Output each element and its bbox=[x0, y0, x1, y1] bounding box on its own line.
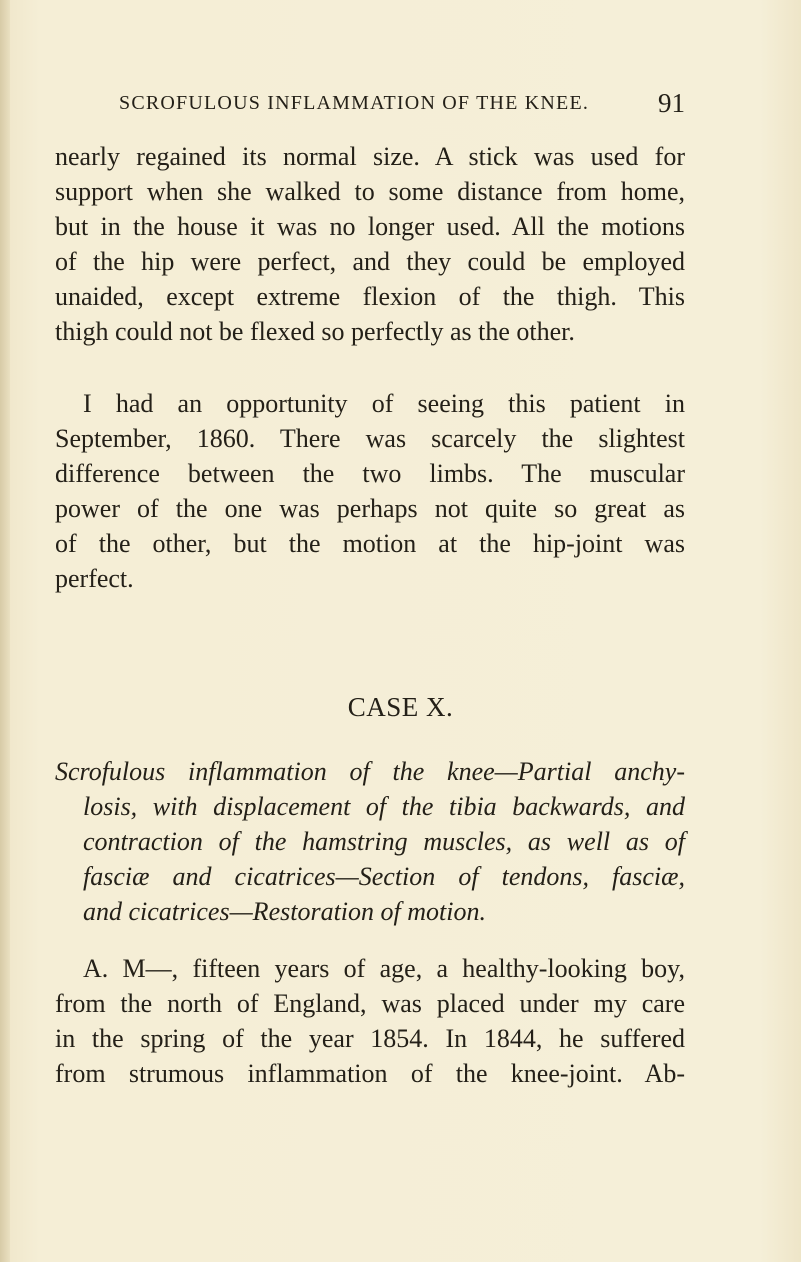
paragraph-3 bbox=[55, 952, 685, 1091]
text-line: nearly regained its normal size. A stick was used for bbox=[55, 142, 685, 171]
text-line: A. M—, fifteen years of age, a healthy-looking boy, bbox=[83, 954, 685, 983]
text-line: contraction of the hamstring muscles, as well as of bbox=[83, 827, 685, 856]
text-line: unaided, except extreme flexion of the thigh. This bbox=[55, 282, 685, 311]
text-line: losis, with displacement of the tibia backwards, and bbox=[83, 792, 685, 821]
case-summary bbox=[55, 755, 685, 929]
text-line: from strumous inflammation of the knee-joint. Ab- bbox=[55, 1059, 685, 1088]
running-head: SCROFULOUS INFLAMMATION OF THE KNEE. bbox=[119, 92, 590, 114]
paragraph-1 bbox=[55, 140, 685, 349]
text-line: from the north of England, was placed under my care bbox=[55, 989, 685, 1018]
page-header bbox=[119, 88, 685, 120]
page-gutter-shadow bbox=[0, 0, 10, 1262]
text-line: fasciæ and cicatrices—Section of tendons, fasciæ, bbox=[83, 862, 685, 891]
text-line: September, 1860. There was scarcely the slightest bbox=[55, 424, 685, 453]
text-line: power of the one was perhaps not quite so great as bbox=[55, 494, 685, 523]
paragraph-2 bbox=[55, 387, 685, 596]
case-heading: CASE X. bbox=[347, 692, 454, 722]
text-line: of the hip were perfect, and they could be employed bbox=[55, 247, 685, 276]
text-line: support when she walked to some distance from home, bbox=[55, 177, 685, 206]
text-line: of the other, but the motion at the hip-joint was bbox=[55, 529, 685, 558]
text-line: but in the house it was no longer used. All the motions bbox=[55, 212, 685, 241]
text-line: thigh could not be flexed so perfectly as the other. bbox=[55, 317, 575, 346]
text-line: perfect. bbox=[55, 564, 134, 593]
text-line: Scrofulous inflammation of the knee—Partial anchy- bbox=[55, 757, 685, 786]
text-line: and cicatrices—Restoration of motion. bbox=[83, 897, 486, 926]
text-line: in the spring of the year 1854. In 1844, he suffered bbox=[55, 1024, 685, 1053]
text-line: difference between the two limbs. The muscular bbox=[55, 459, 685, 488]
page-number: 91 bbox=[658, 88, 685, 118]
text-line: I had an opportunity of seeing this patient in bbox=[83, 389, 685, 418]
